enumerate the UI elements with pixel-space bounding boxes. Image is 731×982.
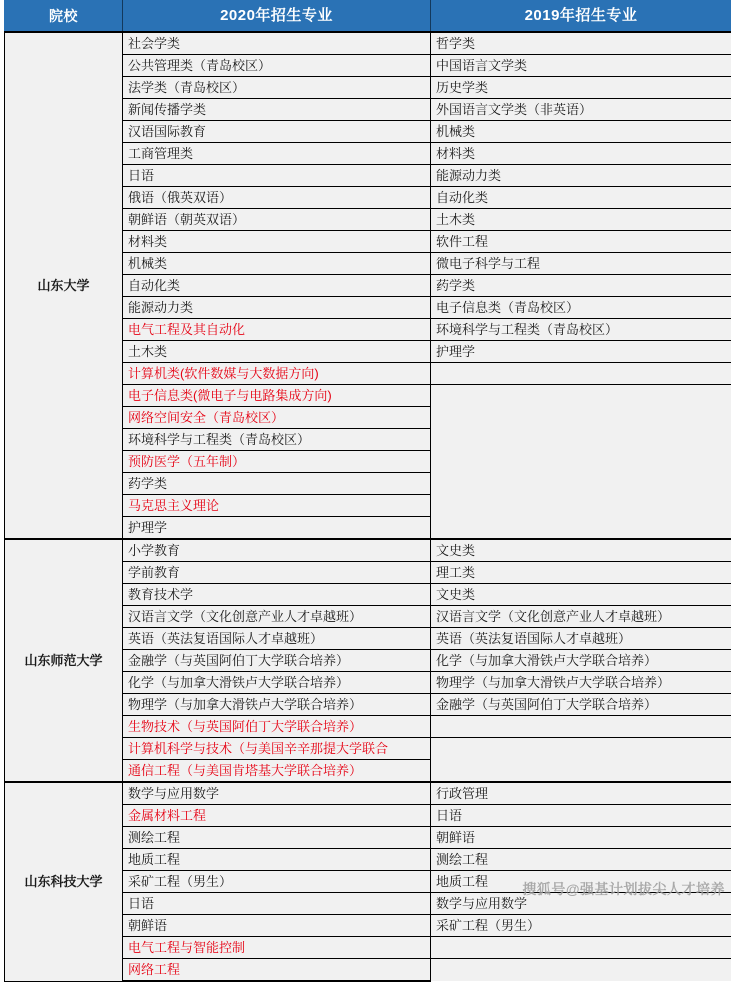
- major-cell-2020: 能源动力类: [123, 297, 431, 319]
- major-cell-2020: 朝鲜语（朝英双语）: [123, 209, 431, 231]
- header-row: [5, 1, 731, 33]
- major-cell-2019: 测绘工程: [431, 849, 731, 871]
- major-cell-2020: 采矿工程（男生）: [123, 871, 431, 893]
- major-cell-2020: 药学类: [123, 473, 431, 495]
- major-cell-2020: 化学（与加拿大滑铁卢大学联合培养）: [123, 672, 431, 694]
- major-cell-2019: 中国语言文学类: [431, 55, 731, 77]
- major-cell-2020: 材料类: [123, 231, 431, 253]
- major-cell-2019: 外国语言文学类（非英语）: [431, 99, 731, 121]
- major-cell-2020-new: 马克思主义理论: [123, 495, 431, 517]
- admissions-comparison-table: [4, 0, 731, 982]
- major-cell-2019: 地质工程: [431, 871, 731, 893]
- major-cell-2020: 新闻传播学类: [123, 99, 431, 121]
- major-cell-2020: 社会学类: [123, 32, 431, 55]
- major-cell-2020: 工商管理类: [123, 143, 431, 165]
- major-cell-2020: 小学教育: [123, 539, 431, 562]
- column-header-2020: 2020年招生专业: [123, 1, 431, 33]
- major-cell-2020: 自动化类: [123, 275, 431, 297]
- major-cell-2019: 采矿工程（男生）: [431, 915, 731, 937]
- major-cell-2020-new: 电子信息类(微电子与电路集成方向): [123, 385, 431, 407]
- major-cell-2019: 英语（英法复语国际人才卓越班）: [431, 628, 731, 650]
- major-cell-2020: 数学与应用数学: [123, 782, 431, 805]
- major-cell-2019-empty: [431, 760, 731, 783]
- major-cell-2019: 文史类: [431, 584, 731, 606]
- major-cell-2020: 汉语国际教育: [123, 121, 431, 143]
- table-row: [5, 539, 731, 562]
- major-cell-2019: 环境科学与工程类（青岛校区）: [431, 319, 731, 341]
- major-cell-2019: 理工类: [431, 562, 731, 584]
- major-cell-2020-new: 计算机类(软件数媒与大数据方向): [123, 363, 431, 385]
- major-cell-2020-new: 生物技术（与英国阿伯丁大学联合培养）: [123, 716, 431, 738]
- major-cell-2019: 日语: [431, 805, 731, 827]
- major-cell-2019: 能源动力类: [431, 165, 731, 187]
- major-cell-2019-empty: [431, 385, 731, 407]
- major-cell-2019: 机械类: [431, 121, 731, 143]
- table-body: [5, 32, 731, 981]
- major-cell-2019-empty: [431, 473, 731, 495]
- major-cell-2019-empty: [431, 407, 731, 429]
- major-cell-2019-empty: [431, 517, 731, 540]
- major-cell-2019: 护理学: [431, 341, 731, 363]
- major-cell-2020-new: 金属材料工程: [123, 805, 431, 827]
- major-cell-2019: 自动化类: [431, 187, 731, 209]
- major-cell-2020: 测绘工程: [123, 827, 431, 849]
- major-cell-2019: 土木类: [431, 209, 731, 231]
- major-cell-2019: 微电子科学与工程: [431, 253, 731, 275]
- major-cell-2020: 朝鲜语: [123, 915, 431, 937]
- column-header-school: 院校: [5, 1, 123, 33]
- major-cell-2019: 朝鲜语: [431, 827, 731, 849]
- table-row: [5, 32, 731, 55]
- school-name-cell: 山东科技大学: [5, 782, 123, 981]
- major-cell-2019-empty: [431, 363, 731, 385]
- major-cell-2020: 机械类: [123, 253, 431, 275]
- major-cell-2020-new: 预防医学（五年制）: [123, 451, 431, 473]
- major-cell-2020: 金融学（与英国阿伯丁大学联合培养）: [123, 650, 431, 672]
- major-cell-2019-empty: [431, 959, 731, 982]
- watermark: 搜狐号@强基计划拔尖人才培养: [522, 879, 725, 899]
- major-cell-2019: 软件工程: [431, 231, 731, 253]
- major-cell-2020: 俄语（俄英双语）: [123, 187, 431, 209]
- major-cell-2019: 历史学类: [431, 77, 731, 99]
- major-cell-2020: 日语: [123, 893, 431, 915]
- major-cell-2019-empty: [431, 716, 731, 738]
- school-name-cell: 山东师范大学: [5, 539, 123, 782]
- major-cell-2019: 行政管理: [431, 782, 731, 805]
- major-cell-2020: 地质工程: [123, 849, 431, 871]
- school-name-cell: 山东大学: [5, 32, 123, 539]
- major-cell-2019-empty: [431, 738, 731, 760]
- major-cell-2020: 日语: [123, 165, 431, 187]
- table-header: [5, 1, 731, 33]
- major-cell-2020-new: 计算机科学与技术（与美国辛辛那提大学联合: [123, 738, 431, 760]
- major-cell-2020: 英语（英法复语国际人才卓越班）: [123, 628, 431, 650]
- major-cell-2019-empty: [431, 495, 731, 517]
- major-cell-2020: 物理学（与加拿大滑铁卢大学联合培养）: [123, 694, 431, 716]
- major-cell-2020-new: 通信工程（与美国肯塔基大学联合培养）: [123, 760, 431, 783]
- column-header-2019: 2019年招生专业: [431, 1, 731, 33]
- major-cell-2020-new: 电气工程及其自动化: [123, 319, 431, 341]
- major-cell-2019-empty: [431, 429, 731, 451]
- major-cell-2020: 教育技术学: [123, 584, 431, 606]
- major-cell-2020: 法学类（青岛校区）: [123, 77, 431, 99]
- major-cell-2019: 汉语言文学（文化创意产业人才卓越班）: [431, 606, 731, 628]
- major-cell-2020: 环境科学与工程类（青岛校区）: [123, 429, 431, 451]
- major-cell-2019-empty: [431, 937, 731, 959]
- major-cell-2019: 材料类: [431, 143, 731, 165]
- major-cell-2019: 化学（与加拿大滑铁卢大学联合培养）: [431, 650, 731, 672]
- major-cell-2020: 公共管理类（青岛校区）: [123, 55, 431, 77]
- major-cell-2019: 电子信息类（青岛校区）: [431, 297, 731, 319]
- major-cell-2020-new: 网络工程: [123, 959, 431, 982]
- major-cell-2019: 药学类: [431, 275, 731, 297]
- major-cell-2019: 物理学（与加拿大滑铁卢大学联合培养）: [431, 672, 731, 694]
- table-row: [5, 782, 731, 805]
- major-cell-2019: 哲学类: [431, 32, 731, 55]
- major-cell-2019: 金融学（与英国阿伯丁大学联合培养）: [431, 694, 731, 716]
- major-cell-2019-empty: [431, 451, 731, 473]
- major-cell-2020: 学前教育: [123, 562, 431, 584]
- major-cell-2020-new: 电气工程与智能控制: [123, 937, 431, 959]
- major-cell-2020-new: 网络空间安全（青岛校区）: [123, 407, 431, 429]
- major-cell-2020: 土木类: [123, 341, 431, 363]
- major-cell-2020: 护理学: [123, 517, 431, 540]
- major-cell-2020: 汉语言文学（文化创意产业人才卓越班）: [123, 606, 431, 628]
- major-cell-2019: 数学与应用数学: [431, 893, 731, 915]
- major-cell-2019: 文史类: [431, 539, 731, 562]
